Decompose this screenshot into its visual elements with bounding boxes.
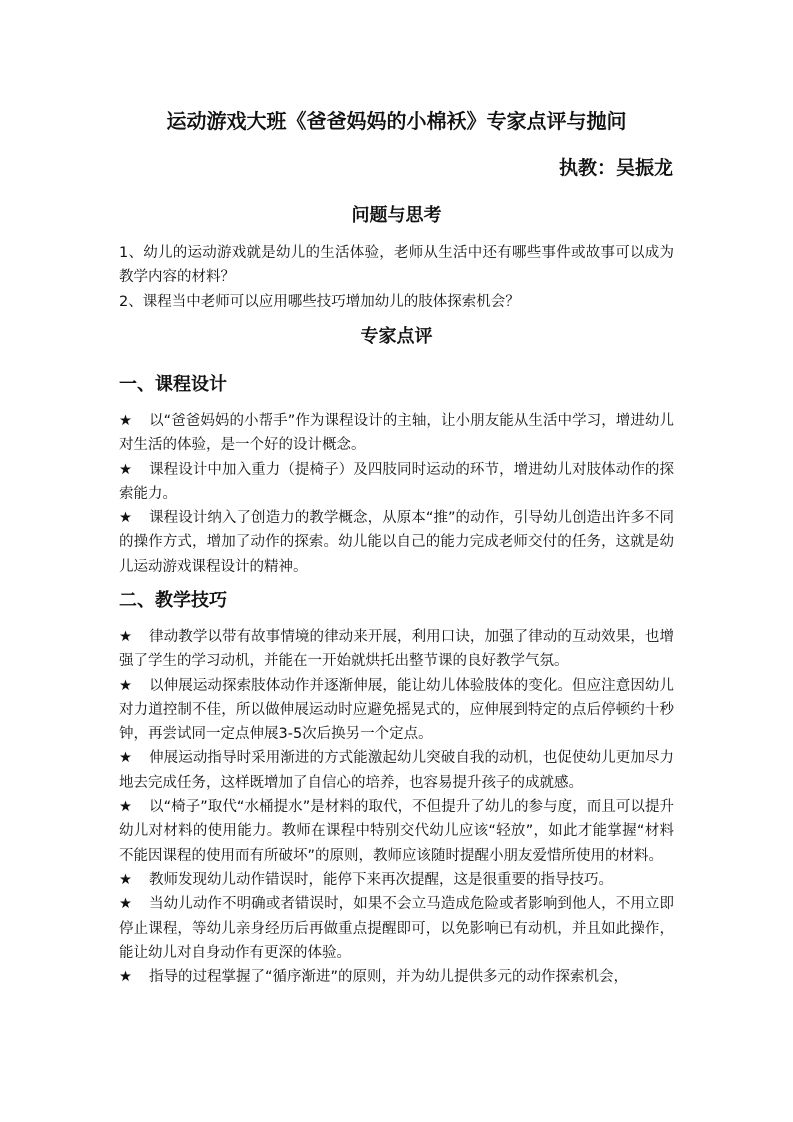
list-item: ★ 以“椅子”取代“水桶提水”是材料的取代，不但提升了幼儿的参与度，而且可以提升幼儿对材料的使用能力。教师在课程中特别交代幼儿应该“轻放”，如此才能掌握“材料不能因课程的使用而有所破坏”的原则，教师应该随时提醒小朋友爱惜所使用的材料。 [119,795,674,868]
star-icon: ★ [119,896,132,913]
star-icon: ★ [119,461,132,478]
teaching-skills-list [119,625,674,989]
star-icon: ★ [119,677,132,694]
list-item: ★ 以“爸爸妈妈的小帮手”作为课程设计的主轴，让小朋友能从生活中学习，增进幼儿对生活的体验，是一个好的设计概念。 [119,409,674,458]
star-icon: ★ [119,413,132,429]
star-icon: ★ [119,871,132,888]
list-item: ★ 课程设计中加入重力（提椅子）及四肢同时运动的环节，增进幼儿对肢体动作的探索能力。 [119,458,674,507]
author-line: 执教：吴振龙 [558,157,673,179]
review-heading: 专家点评 [360,326,433,347]
list-item: ★ 指导的过程掌握了“循序渐进”的原则，并为幼儿提供多元的动作探索机会， [119,965,674,989]
star-icon: ★ [119,750,132,767]
questions-heading: 问题与思考 [351,205,442,226]
list-item: ★ 课程设计纳入了创造力的教学概念，从原本“推”的动作，引导幼儿创造出许多不同的操作方式，增加了动作的探索。幼儿能以自己的能力完成老师交付的任务，这就是幼儿运动游戏课程设计的精神。 [119,506,674,579]
star-icon: ★ [119,629,132,645]
section-heading-teaching-skills: 二、教学技巧 [119,590,227,611]
list-item: ★ 伸展运动指导时采用渐进的方式能激起幼儿突破自我的动机，也促使幼儿更加尽力地去完成任务，这样既增加了自信心的培养，也容易提升孩子的成就感。 [119,746,674,795]
list-item: ★ 律动教学以带有故事情境的律动来开展，利用口诀，加强了律动的互动效果，也增强了学生的学习动机，并能在一开始就烘托出整节课的良好教学气氛。 [119,625,674,674]
question-item: 1、幼儿的运动游戏就是幼儿的生活体验，老师从生活中还有哪些事件或故事可以成为教学内容的材料？ [119,245,674,286]
star-icon: ★ [119,799,132,816]
page-title: 运动游戏大班《爸爸妈妈的小棉袄》专家点评与抛问 [166,109,627,133]
list-item: ★ 教师发现幼儿动作错误时，能停下来再次提醒，这是很重要的指导技巧。 [119,868,674,892]
section-heading-course-design: 一、课程设计 [119,374,227,395]
question-item: 2、课程当中老师可以应用哪些技巧增加幼儿的肢体探索机会？ [119,293,520,310]
course-design-list [119,409,674,579]
questions-list [119,241,674,314]
list-item: ★ 当幼儿动作不明确或者错误时，如果不会立马造成危险或者影响到他人，不用立即停止课程，等幼儿亲身经历后再做重点提醒即可，以免影响已有动机，并且如此操作，能让幼儿对自身动作有更深的体验。 [119,892,674,965]
star-icon: ★ [119,510,132,527]
list-item: ★ 以伸展运动探索肢体动作并逐渐伸展，能让幼儿体验肢体的变化。但应注意因幼儿对力道控制不佳，所以做伸展运动时应避免摇晃式的，应伸展到特定的点后停顿约十秒钟，再尝试同一定点伸展3-5次后换另一个定点。 [119,674,674,747]
star-icon: ★ [119,969,132,986]
